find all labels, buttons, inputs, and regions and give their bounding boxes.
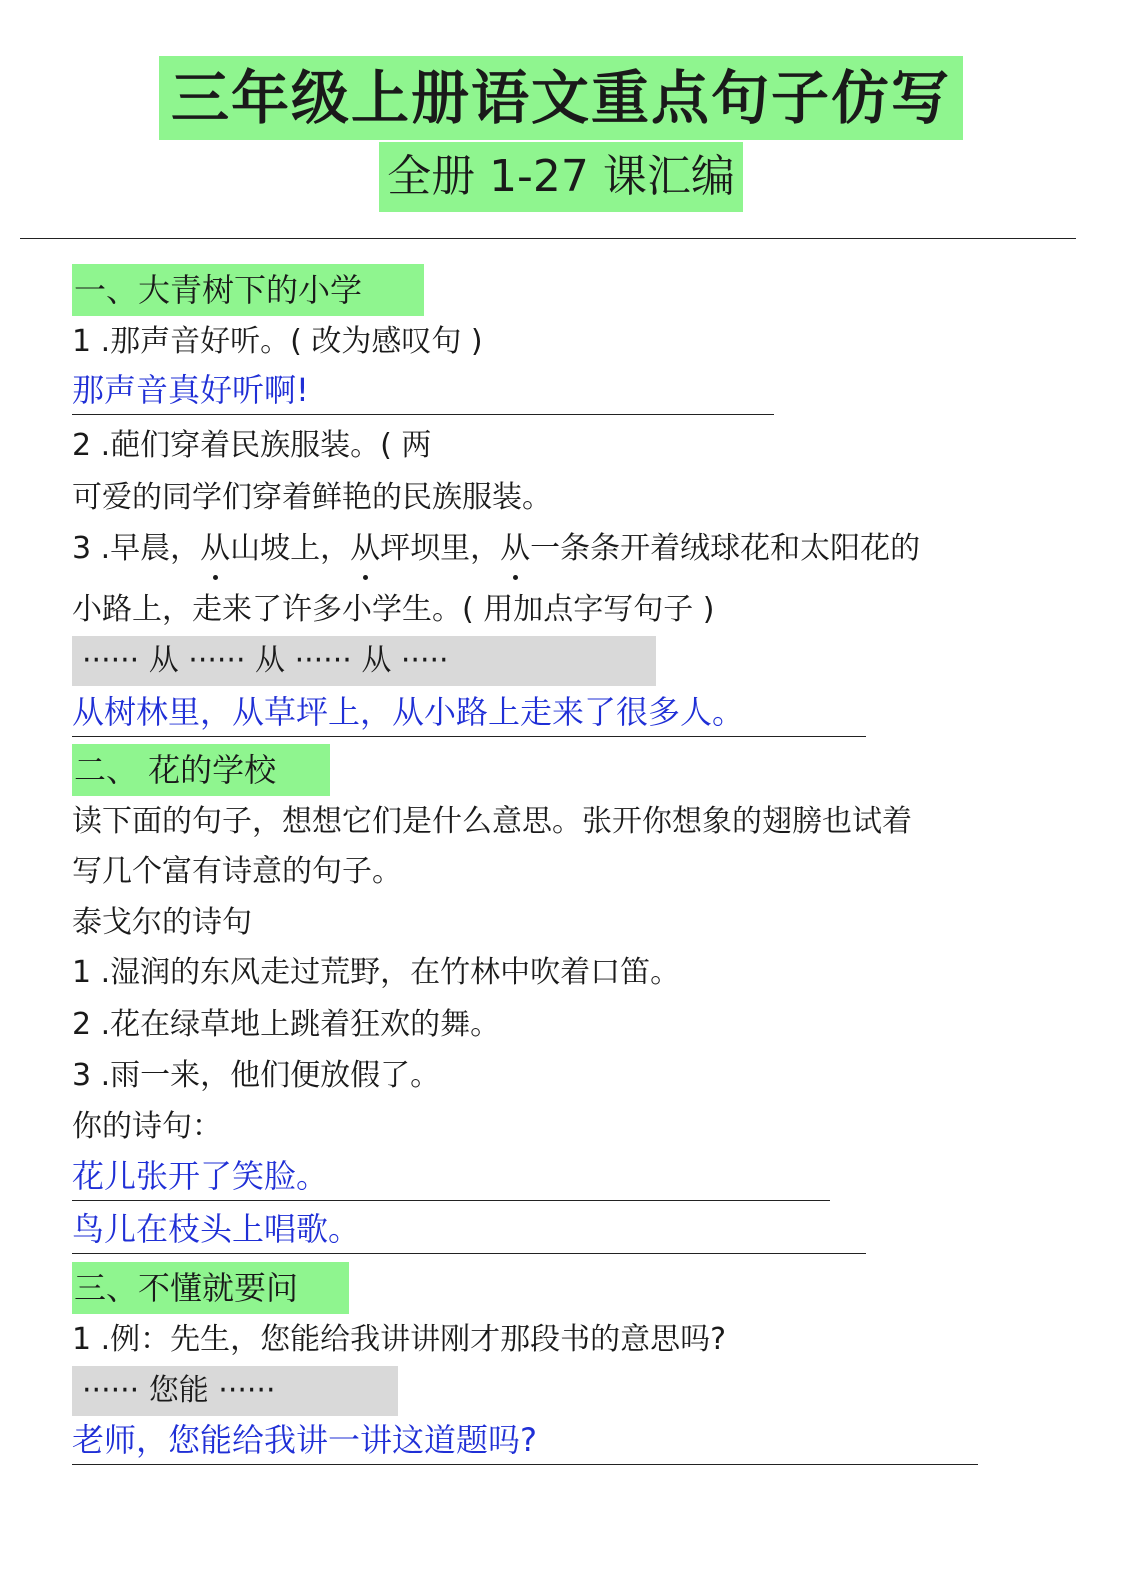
section-heading-1: 一、大青树下的小学: [72, 264, 424, 316]
sentence-pattern-3: ······ 您能 ······: [72, 1366, 398, 1416]
poet-label: 泰戈尔的诗句: [72, 905, 252, 940]
question-1-3-continued: 小路上，走来了许多小学生。( 用加点字写句子 ): [72, 592, 715, 627]
q3-part3: 一条条开着绒球花和太阳花的: [530, 531, 921, 566]
answer-1-3: 从树林里，从草坪上，从小路上走来了很多人。: [72, 692, 866, 737]
answer-2-2: 鸟儿在枝头上唱歌。: [72, 1209, 866, 1254]
emphasis-char-2: 从: [350, 531, 381, 566]
sentence-pattern-1: ······ 从 ······ 从 ······ 从 ·····: [72, 636, 656, 686]
emphasis-char-1: 从: [200, 531, 231, 566]
question-1-1: 1 .那声音好听。( 改为感叹句 ): [72, 324, 483, 359]
question-3-1: 1 .例：先生，您能给我讲讲刚才那段书的意思吗?: [72, 1322, 727, 1357]
answer-3-1: 老师，您能给我讲一讲这道题吗?: [72, 1420, 978, 1465]
question-1-2: 2 .葩们穿着民族服装。( 两: [72, 428, 432, 463]
q3-part1: 山坡上，: [230, 531, 351, 566]
page-title: 三年级上册语文重点句子仿写: [159, 56, 963, 140]
poem-line-3: 3 .雨一来，他们便放假了。: [72, 1058, 441, 1093]
question-1-2-continued: 可爱的同学们穿着鲜艳的民族服装。: [72, 480, 552, 515]
section-heading-2: 二、 花的学校: [72, 744, 330, 796]
section-2-intro-1: 读下面的句子，想想它们是什么意思。张开你想象的翅膀也试着: [72, 804, 912, 839]
q3-prefix: 3 .早晨，: [72, 531, 201, 566]
q3-part2: 坪坝里，: [380, 531, 501, 566]
answer-1-1: 那声音真好听啊!: [72, 370, 774, 415]
question-1-3: [72, 529, 920, 569]
your-poem-label: 你的诗句：: [72, 1109, 222, 1144]
page-subtitle: 全册 1-27 课汇编: [379, 142, 743, 212]
title-block: [0, 56, 1122, 212]
section-2-intro-2: 写几个富有诗意的句子。: [72, 854, 402, 889]
section-heading-3: 三、不懂就要问: [72, 1262, 349, 1314]
emphasis-char-3: 从: [500, 531, 531, 566]
poem-line-2: 2 .花在绿草地上跳着狂欢的舞。: [72, 1007, 501, 1042]
title-divider: [20, 238, 1076, 239]
poem-line-1: 1 .湿润的东风走过荒野，在竹林中吹着口笛。: [72, 955, 681, 990]
answer-2-1: 花儿张开了笑脸。: [72, 1156, 830, 1201]
